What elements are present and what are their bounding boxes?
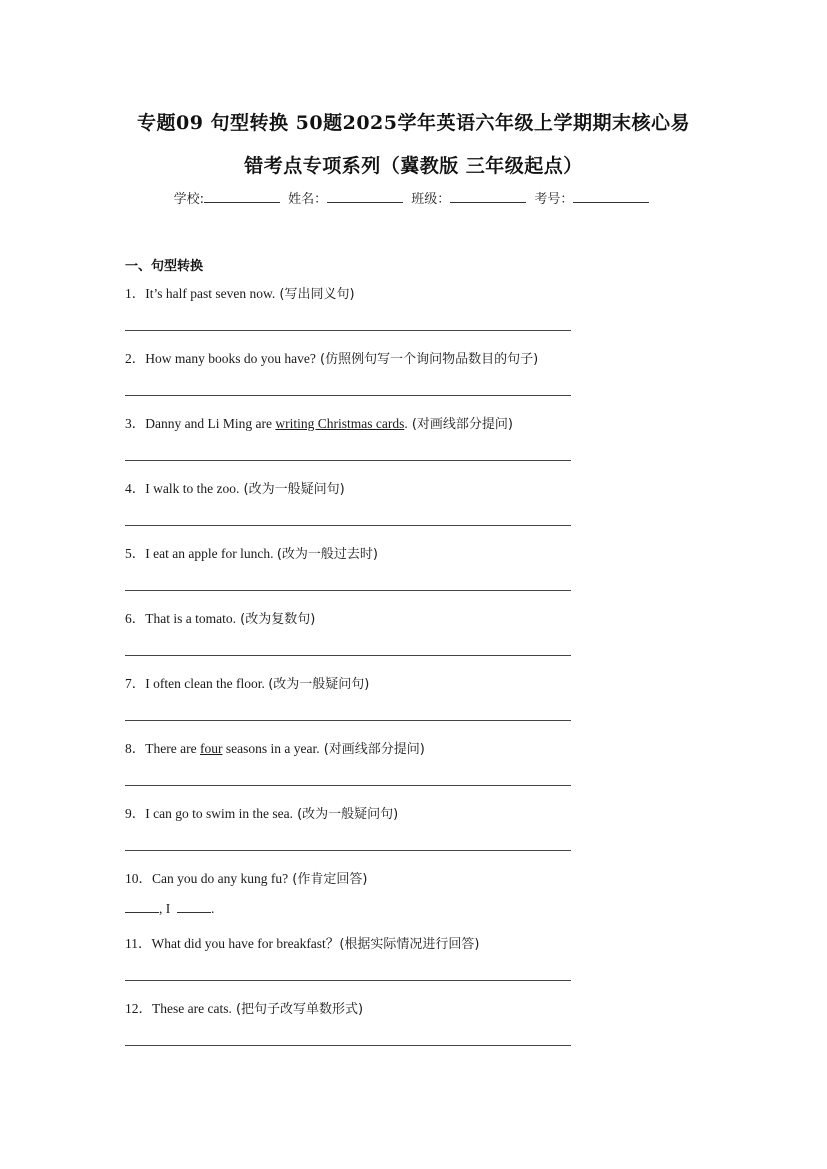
exam-number-label: 考号： (534, 192, 574, 207)
question-number: 8． (125, 741, 146, 756)
reply-blank-1[interactable] (125, 900, 159, 913)
question-text: I can go to swim in the sea. (145, 806, 293, 821)
question-hint: (改为一般疑问句) (239, 482, 345, 497)
question-hint: (作肯定回答) (288, 872, 368, 887)
question-8 (125, 737, 425, 757)
question-text: What did you have for breakfast？ (151, 936, 340, 951)
name-label: 姓名： (288, 192, 328, 207)
underlined-part: writing Christmas cards (275, 416, 405, 431)
class-label: 班级： (411, 192, 451, 207)
name-blank[interactable] (327, 190, 403, 203)
school-blank[interactable] (204, 190, 280, 203)
question-hint: (改为复数句) (235, 612, 316, 627)
question-hint: (仿照例句写一个询问物品数目的句子) (315, 352, 539, 367)
question-hint: (对画线部分提问) (319, 742, 425, 757)
question-number: 12． (125, 1001, 152, 1016)
school-label: 学校: (173, 192, 204, 207)
question-4 (125, 477, 345, 497)
exam-number-blank[interactable] (573, 190, 649, 203)
question-number: 5． (125, 546, 146, 561)
question-hint: (改为一般过去时) (276, 547, 378, 562)
document-title-line-1: 专题09 句型转换 50题2025学年英语六年级上学期期末核心易 (137, 112, 690, 134)
question-text: I eat an apple for lunch. (145, 546, 277, 561)
question-text: I often clean the floor. (145, 676, 269, 691)
answer-line-1[interactable] (125, 330, 571, 331)
question-number: 3． (125, 416, 146, 431)
answer-line-5[interactable] (125, 590, 571, 591)
question-number: 10． (125, 871, 152, 886)
question-10 (125, 867, 367, 887)
question-number: 4． (125, 481, 146, 496)
document-title-line-2: 错考点专项系列（冀教版 三年级起点） (244, 155, 583, 177)
question-text: There are (145, 741, 200, 756)
question-hint: (写出同义句) (275, 287, 355, 302)
answer-line-9[interactable] (125, 850, 571, 851)
class-blank[interactable] (450, 190, 526, 203)
question-1 (125, 282, 355, 302)
question-hint: (根据实际情况进行回答) (339, 937, 480, 952)
reply-comma-text: , I (159, 901, 171, 916)
question-9 (125, 802, 398, 822)
question-number: 6． (125, 611, 146, 626)
question-hint: (改为一般疑问句) (268, 677, 370, 692)
question-10-reply (125, 900, 214, 917)
question-text: How many books do you have? (145, 351, 316, 366)
section-title: 一、句型转换 (125, 259, 204, 274)
question-hint: (把句子改写单数形式) (231, 1002, 364, 1017)
answer-line-8[interactable] (125, 785, 571, 786)
question-11 (125, 932, 479, 952)
question-5 (125, 542, 378, 562)
question-7 (125, 672, 369, 692)
reply-blank-2[interactable] (177, 900, 211, 913)
question-text: It’s half past seven now. (145, 286, 276, 301)
reply-period: . (211, 901, 215, 916)
question-text-end: seasons in a year. (222, 741, 320, 756)
question-number: 7． (125, 676, 146, 691)
answer-line-7[interactable] (125, 720, 571, 721)
underlined-part: four (199, 741, 223, 756)
question-6 (125, 607, 315, 627)
question-text: That is a tomato. (145, 611, 236, 626)
question-text-end: . (404, 416, 408, 431)
question-12 (125, 997, 363, 1017)
answer-line-3[interactable] (125, 460, 571, 461)
question-text: I walk to the zoo. (145, 481, 240, 496)
student-info-row (0, 188, 827, 207)
question-hint: (对画线部分提问) (407, 417, 513, 432)
question-hint: (改为一般疑问句) (292, 807, 399, 822)
answer-line-2[interactable] (125, 395, 571, 396)
question-number: 2． (125, 351, 146, 366)
answer-line-11[interactable] (125, 980, 571, 981)
question-text: Can you do any kung fu? (152, 871, 289, 886)
answer-line-12[interactable] (125, 1045, 571, 1046)
answer-line-4[interactable] (125, 525, 571, 526)
question-text: These are cats. (152, 1001, 232, 1016)
question-number: 11． (125, 936, 152, 951)
question-number: 9． (125, 806, 146, 821)
question-3 (125, 412, 513, 432)
question-text: Danny and Li Ming are (145, 416, 276, 431)
question-number: 1． (125, 286, 146, 301)
question-2 (125, 347, 538, 367)
answer-line-6[interactable] (125, 655, 571, 656)
